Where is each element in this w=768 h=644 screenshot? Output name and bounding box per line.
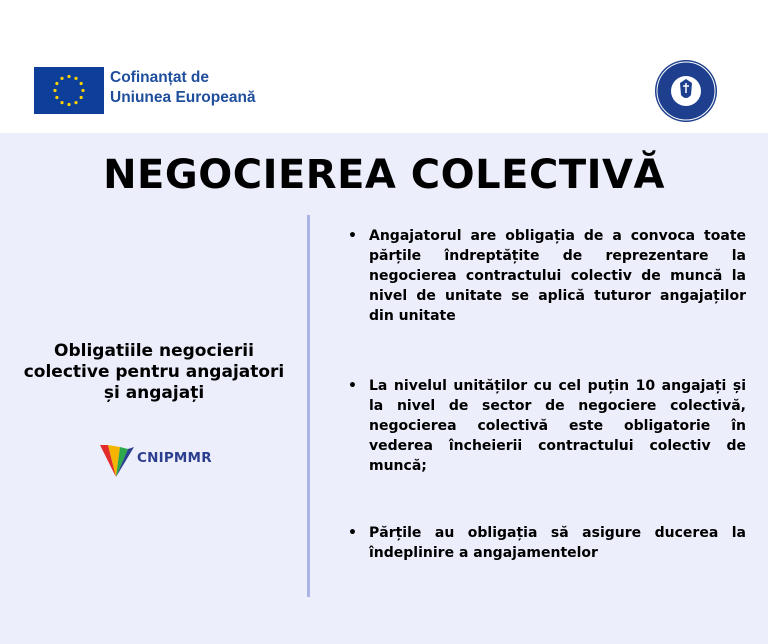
eu-star-icon <box>74 101 77 104</box>
eu-star-icon <box>53 89 56 92</box>
bullet-dot-icon: • <box>348 378 357 394</box>
bullet-dot-icon: • <box>348 228 357 244</box>
eu-star-icon <box>81 89 84 92</box>
eu-star-icon <box>74 77 77 80</box>
eu-star-icon <box>55 96 58 99</box>
bullet-text: Părțile au obligația să asigure ducerea la îndeplinire a angajamentelor <box>369 525 746 561</box>
eu-star-icon <box>55 82 58 85</box>
guvernul-romaniei-seal <box>654 59 718 123</box>
header-bar <box>0 0 768 133</box>
bullet-dot-icon: • <box>348 525 357 541</box>
page-title: NEGOCIEREA COLECTIVĂ <box>103 152 665 198</box>
eu-star-icon <box>60 77 63 80</box>
eu-star-icon <box>67 75 70 78</box>
left-heading: Obligatiile negocierii colective pentru angajatori și angajați <box>23 341 285 403</box>
list-item <box>348 376 746 476</box>
eu-star-icon <box>67 103 70 106</box>
eu-star-icon <box>80 82 83 85</box>
list-item <box>348 523 746 563</box>
eu-star-icon <box>60 101 63 104</box>
eu-line-2: Uniunea Europeană <box>110 89 256 106</box>
cnipmmr-logo-text: CNIPMMR <box>137 450 212 466</box>
column-divider <box>307 215 310 597</box>
list-item <box>348 226 746 326</box>
eu-star-icon <box>80 96 83 99</box>
eu-cofinancing-text <box>110 68 256 108</box>
eu-flag-icon <box>34 67 104 114</box>
bullet-text: La nivelul unităților cu cel puțin 10 angajați și la nivel de sector de negociere colectivă, negocierea colectivă este obligatorie în vederea încheierii contractului colectiv de muncă; <box>369 378 746 474</box>
eu-line-1: Cofinanțat de <box>110 69 210 86</box>
bullet-text: Angajatorul are obligația de a convoca toate părțile îndreptățite de reprezentare la negocierea contractului colectiv de muncă la nivel de unitate se aplică tuturor angajaților din unitate <box>369 228 746 324</box>
